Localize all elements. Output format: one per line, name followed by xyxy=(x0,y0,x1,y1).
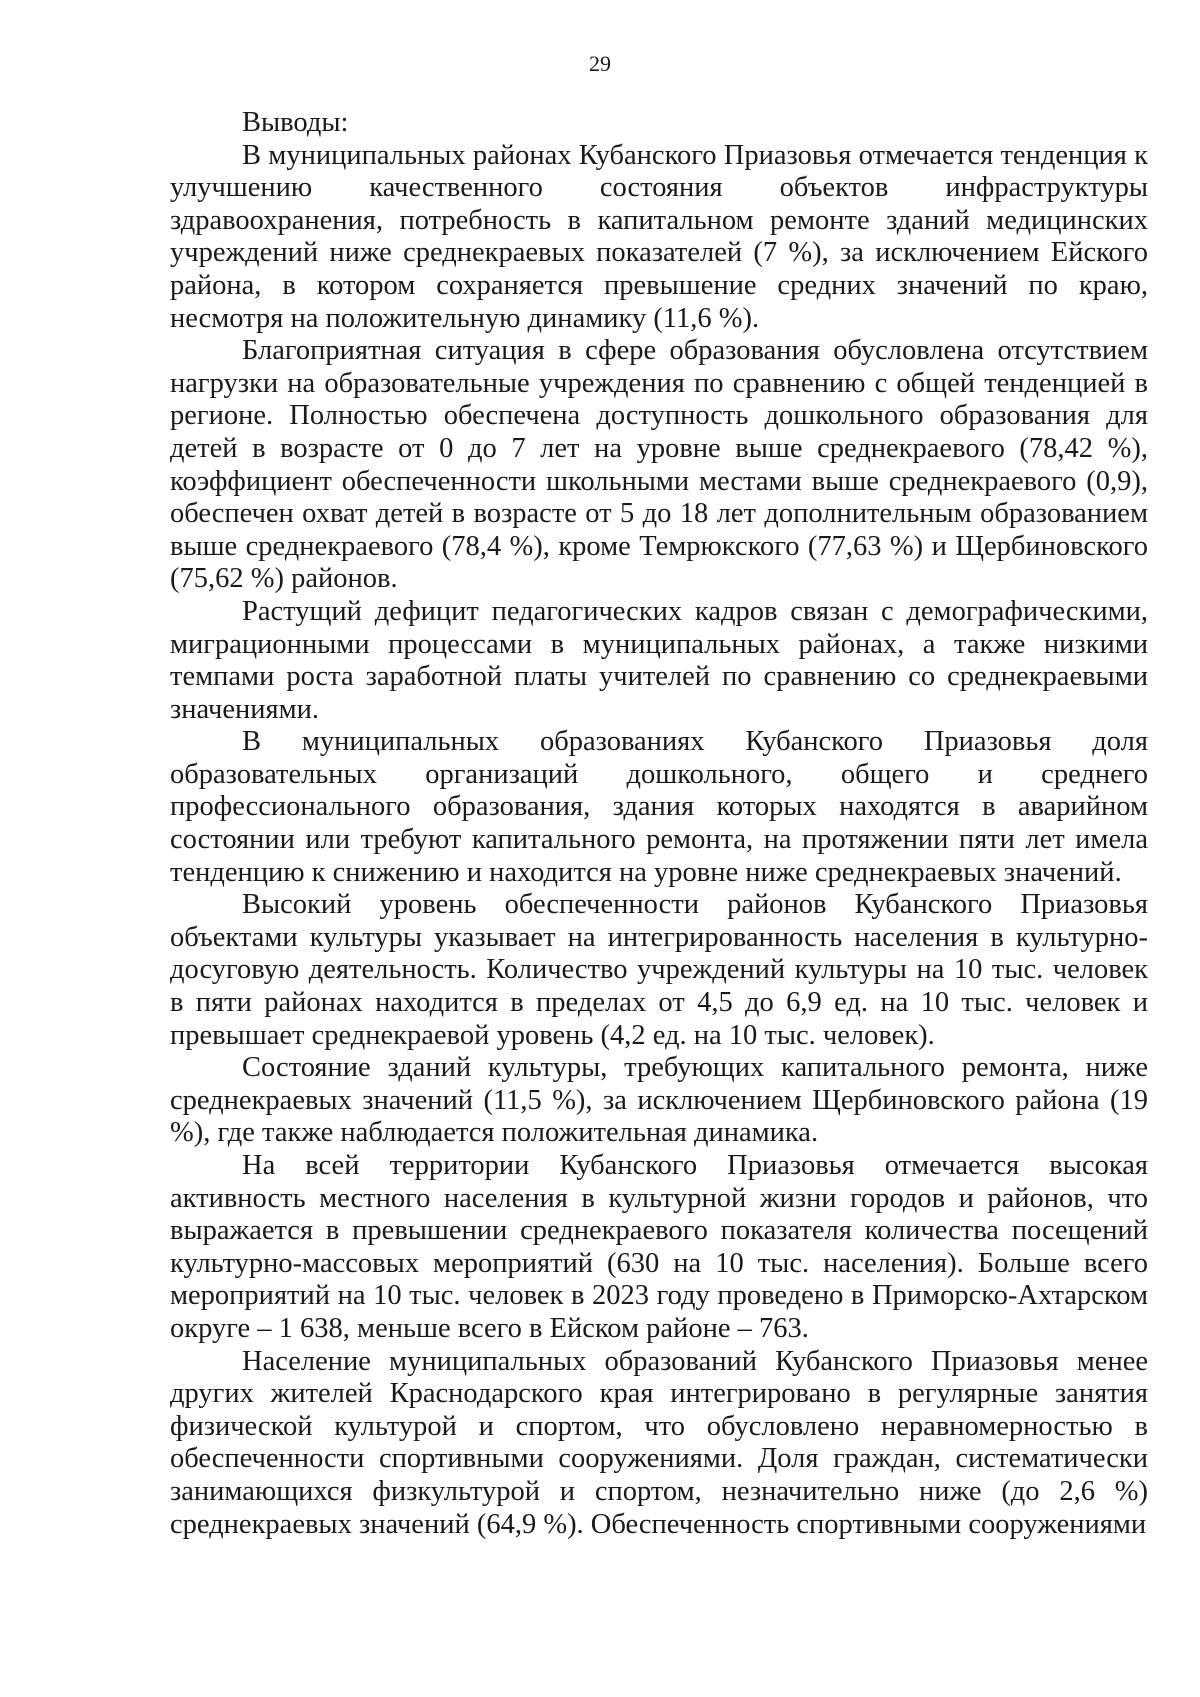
paragraph-culture-facilities: Высокий уровень обеспеченности районов Кубанского Приазовья объектами культуры указывает на интегрированность населения в культурно-досуговую деятельность. Количество учреждений культуры на 10 тыс. человек в пяти районах находится в пределах от 4,5 до 6,9 ед. на 10 тыс. человек и превышает среднекраевой уровень (4,2 ед. на 10 тыс. человек). xyxy=(170,889,1148,1051)
document-body xyxy=(170,107,1148,1541)
paragraph-school-buildings: В муниципальных образованиях Кубанского Приазовья доля образовательных организаций дошкольного, общего и среднего профессионального образования, здания которых находятся в аварийном состоянии или требуют капитального ремонта, на протяжении пяти лет имела тенденцию к снижению и находится на уровне ниже среднекраевых значений. xyxy=(170,726,1148,888)
conclusions-heading: Выводы: xyxy=(242,107,349,138)
page-number: 29 xyxy=(589,51,611,76)
paragraph-cultural-activity: На всей территории Кубанского Приазовья отмечается высокая активность местного населения в культурной жизни городов и районов, что выражается в превышении среднекраевого показателя количества посещений культурно-массовых мероприятий (630 на 10 тыс. населения). Больше всего мероприятий на 10 тыс. человек в 2023 году проведено в Приморско-Ахтарском округе – 1 638, меньше всего в Ейском районе – 763. xyxy=(170,1150,1148,1344)
paragraph-education: Благоприятная ситуация в сфере образования обусловлена отсутствием нагрузки на образовательные учреждения по сравнению с общей тенденцией в регионе. Полностью обеспечена доступность дошкольного образования для детей в возрасте от 0 до 7 лет на уровне выше среднекраевого (78,42 %), коэффициент обеспеченности школьными местами выше среднекраевого (0,9), обеспечен охват детей в возрасте от 5 до 18 лет дополнительным образованием выше среднекраевого (78,4 %), кроме Темрюкского (77,63 %) и Щербиновского (75,62 %) районов. xyxy=(170,335,1148,595)
paragraph-sport: Население муниципальных образований Кубанского Приазовья менее других жителей Краснодарского края интегрировано в регулярные занятия физической культурой и спортом, что обусловлено неравномерностью в обеспеченности спортивными сооружениями. Доля граждан, систематически занимающихся физкультурой и спортом, незначительно ниже (до 2,6 %) среднекраевых значений (64,9 %). Обеспеченность спортивными сооружениями xyxy=(170,1345,1148,1540)
paragraph-healthcare: В муниципальных районах Кубанского Приазовья отмечается тенденция к улучшению качественного состояния объектов инфраструктуры здравоохранения, потребность в капитальном ремонте зданий медицинских учреждений ниже среднекраевых показателей (7 %), за исключением Ейского района, в котором сохраняется превышение средних значений по краю, несмотря на положительную динамику (11,6 %). xyxy=(170,139,1148,334)
paragraph-teachers: Растущий дефицит педагогических кадров связан с демографическими, миграционными процессами в муниципальных районах, а также низкими темпами роста заработной платы учителей по сравнению со среднекраевыми значениями. xyxy=(170,595,1148,725)
paragraph-culture-buildings: Состояние зданий культуры, требующих капитального ремонта, ниже среднекраевых значений (11,5 %), за исключением Щербиновского района (19 %), где также наблюдается положительная динамика. xyxy=(170,1052,1148,1149)
